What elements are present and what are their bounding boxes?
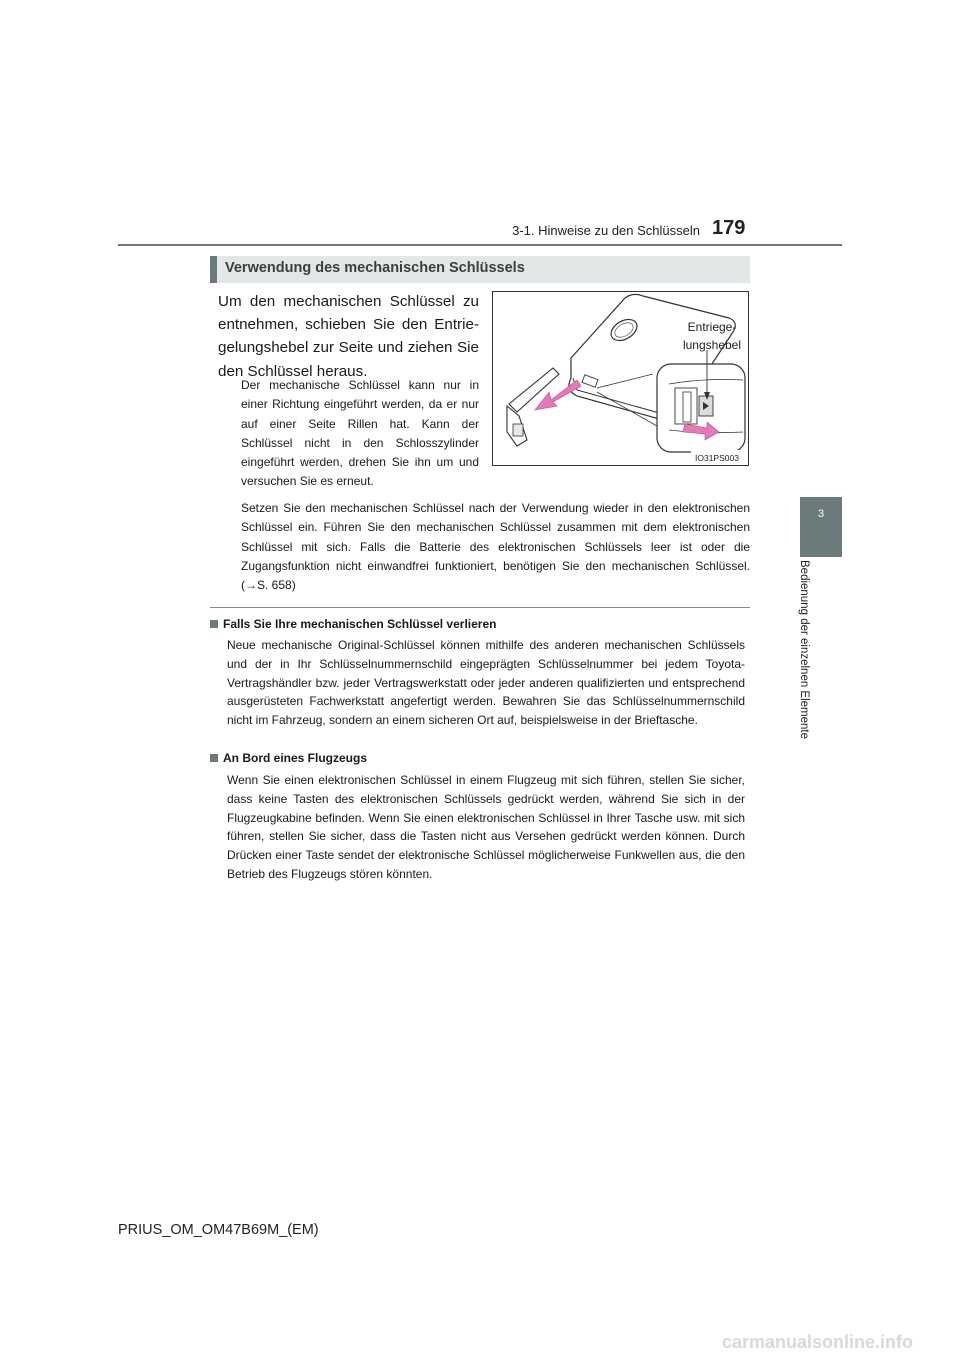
info-heading-text: Falls Sie Ihre mechanischen Schlüssel verlieren [223, 617, 497, 631]
footer-doc-code: PRIUS_OM_OM47B69M_(EM) [118, 1222, 319, 1238]
running-header-section: 3-1. Hinweise zu den Schlüsseln [512, 223, 700, 238]
square-bullet-icon [210, 754, 218, 762]
info-body-aircraft: Wenn Sie einen elektronischen Schlüssel in einem Flugzeug mit sich führen, stellen Sie sicher, dass keine Tasten des elektronischen Schlüssels gedrückt werden, während Sie sich in der Flugzeugkabine befinden. Wenn Sie einen elektronischen Schlüssel in Ihrer Tasche usw. mit sich führen, stellen Sie sicher, dass die Tasten nicht aus Versehen gedrückt werden können. Durch Drücken einer Taste sendet der elektronische Schlüssel möglicherweise Funkwellen aus, die den Betrieb des Flugzeugs stören könnten. [227, 773, 745, 881]
section-title-marker [210, 256, 217, 283]
note-paragraph-1: Der mechanische Schlüssel kann nur in einer Richtung eingeführt werden, da er nur auf einer Seite Rillen hat. Kann der Schlüssel nicht in den Schlosszylinder eingeführt werden, drehen Sie ihn um und versuchen Sie es erneut. [241, 378, 479, 489]
info-heading-aircraft [210, 751, 367, 765]
info-heading-lost-keys [210, 617, 496, 631]
square-bullet-icon [210, 620, 218, 628]
release-lever-label-line2: lungshebel [682, 338, 742, 352]
section-title: Verwendung des mechanischen Schlüssels [225, 260, 525, 276]
page-number: 179 [712, 217, 746, 239]
chapter-title-vertical: Bedienung der einzelnen Elemente [798, 560, 810, 740]
info-heading-text: An Bord eines Flugzeugs [223, 751, 368, 765]
watermark: carmanualsonline.info [722, 1332, 914, 1352]
info-body-lost-keys: Neue mechanische Original-Schlüssel können mithilfe des anderen mechanischen Schlüssels und der in Ihr Schlüsselnummernschild eingeprägten Schlüsselnummer bei jedem Toyota-Vertragshändler bzw. jeder Vertragswerkstatt oder jeder anderen qualifizierten und entsprechend ausgerüsteten Fachwerkstatt angefertigt werden. Bewahren Sie das Schlüsselnummernschild nicht im Fahrzeug, sondern an einem sicheren Ort auf, beispielsweise in der Brieftasche. [227, 638, 745, 728]
release-lever-label-line1: Entriege- [687, 320, 737, 334]
release-lever-label [672, 318, 752, 354]
header-rule [118, 244, 842, 246]
chapter-tab: 3 [800, 497, 842, 557]
intro-paragraph: Um den mechanischen Schlüssel zu entnehmen, schieben Sie den Entriegelungshebel zur Seite und ziehen Sie den Schlüssel heraus. [218, 293, 479, 380]
section-divider [210, 607, 750, 608]
section-title-bar [210, 256, 750, 283]
figure-code: IO31PS003 [695, 453, 739, 463]
note-paragraph-2: Setzen Sie den mechanischen Schlüssel nach der Verwendung wieder in den elektronischen Schlüssel ein. Führen Sie den mechanischen Schlüssel zusammen mit dem elektronischen Schlüssel mit sich. Falls die Batterie des elektronischen Schlüssels leer ist oder die Zugangsfunktion nicht einwandfrei funktioniert, benötigen Sie den mechanischen Schlüssel. (→S. 658) [241, 501, 750, 593]
